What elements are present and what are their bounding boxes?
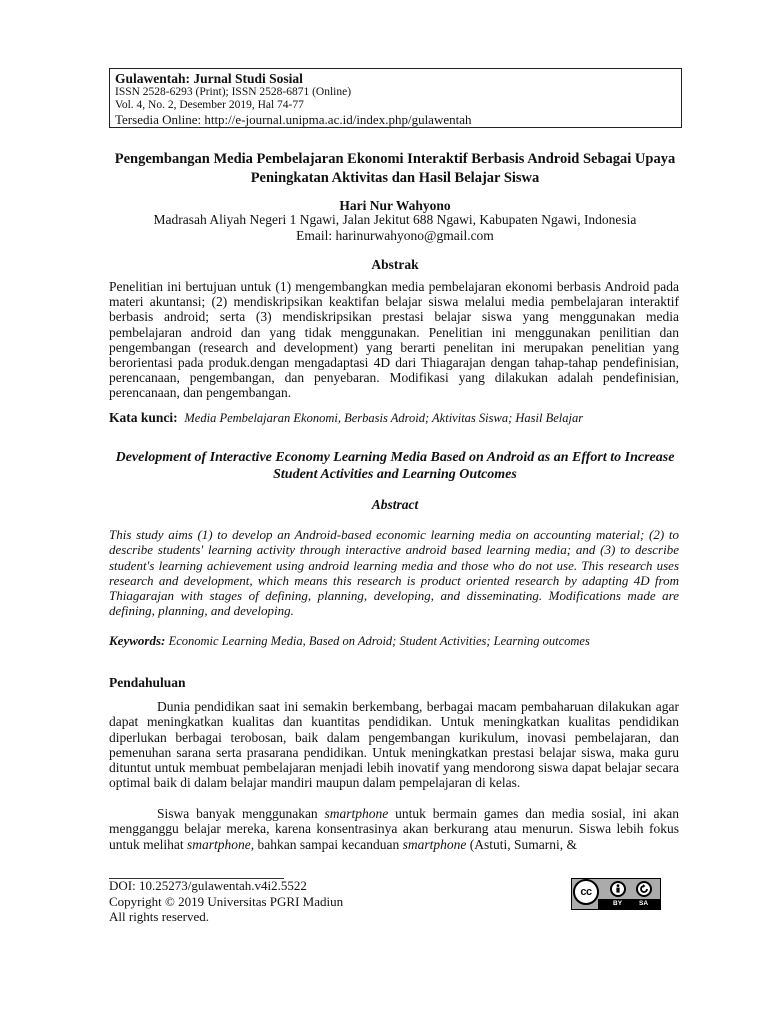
license-by-label: BY (613, 900, 623, 907)
abstrak-text: Penelitian ini bertujuan untuk (1) mengembangkan media pembelajaran ekonomi berbasis Android pada materi akuntansi; (2) mendiskripsikan keaktifan belajar siswa melalui media pembelajaran interaktif berbasis android; serta (3) mendiskripsikan prestasi belajar siswa yang menggunakan media pembelajaran android dan yang tidak menggunakan. Penelitian ini menggunakan penilitian dan pengembangan (research and development) yang berarti penelitan ini merupakan penelitian yang berorientasi pada produk.dengan mengadaptasi 4D dari Thiagarajan dengan tahap-tahap pendefinisian, perencanaan, pengembangan, dan penyebaran. Modifikasi yang dilakukan adalah pendefinisian, perencanaan, dan pengembangan. (109, 279, 679, 401)
abstract-heading: Abstract (371, 497, 419, 512)
section-heading-pendahuluan: Pendahuluan (109, 675, 186, 690)
cc-icon: cc (573, 879, 599, 905)
p2-text-e: , bahkan sampai kecanduan (250, 836, 403, 852)
journal-online-link: Tersedia Online: http://e-journal.unipma.ac.id/index.php/gulawentah (115, 112, 472, 127)
p2-text-g: (Astuti, Sumarni, & (466, 836, 577, 852)
cc-by-sa-icon (571, 878, 661, 910)
kata-kunci (109, 410, 689, 426)
p2-text-c: untuk bermain games dan media sosial, ini akan mengganggu belajar mereka, karena konsentrasinya akan berkurang atau menurun. Siswa lebih fokus untuk melihat (109, 806, 679, 852)
kata-kunci-label: Kata kunci: (109, 410, 178, 425)
license-strip (598, 899, 660, 909)
footer-doi: DOI: 10.25273/gulawentah.v4i2.5522 (109, 878, 307, 893)
footer-rights: All rights reserved. (109, 909, 210, 924)
intro-paragraph-1: Dunia pendidikan saat ini semakin berkembang, berbagai macam pembaharuan dilakukan agar dapat meningkatkan kualitas dan kuantitas pendidikan. Untuk meningkatkan kualitas pendidikan diperlukan berbagai terobosan, baik dalam pengembangan kurikulum, inovasi pembelajaran, dan pemenuhan sarana serta prasarana pendidikan. Untuk meningkatkan prestasi belajar siswa, maka guru dituntut untuk membuat pembelajaran menjadi lebih inovatif yang mendorong siswa dapat belajar secara optimal baik di dalam belajar mandiri maupun dalam pempelajaran di kelas. (109, 699, 679, 791)
keywords-values: Economic Learning Media, Based on Adroid; Student Activities; Learning outcomes (168, 634, 590, 648)
keywords-label: Keywords: (109, 633, 166, 648)
author-name: Hari Nur Wahyono (339, 198, 451, 213)
footer (109, 878, 343, 925)
journal-volume: Vol. 4, No. 2, Desember 2019, Hal 74-77 (115, 99, 304, 111)
p2-text-a: Siswa banyak menggunakan (157, 806, 325, 821)
journal-name: Gulawentah: Jurnal Studi Sosial (115, 71, 303, 86)
journal-header-box (109, 68, 682, 128)
paper-title: Pengembangan Media Pembelajaran Ekonomi Interaktif Berbasis Android Sebagai Upaya Peningkatan Aktivitas dan Hasil Belajar Siswa (114, 151, 676, 186)
p2-smartphone-3: smartphone (402, 836, 467, 852)
p2-smartphone-1: smartphone (324, 806, 389, 821)
keywords (109, 633, 689, 649)
journal-issn: ISSN 2528-6293 (Print); ISSN 2528-6871 (Online) (115, 86, 352, 98)
license-sa-label: SA (639, 900, 649, 907)
author-email: Email: harinurwahyono@gmail.com (296, 228, 494, 243)
author-affiliation: Madrasah Aliyah Negeri 1 Ngawi, Jalan Jekitut 688 Ngawi, Kabupaten Ngawi, Indonesia (153, 212, 637, 227)
footer-copyright: Copyright © 2019 Universitas PGRI Madiun (109, 893, 344, 909)
share-alike-icon (636, 881, 652, 897)
kata-kunci-values: Media Pembelajaran Ekonomi, Berbasis Adroid; Aktivitas Siswa; Hasil Belajar (184, 411, 584, 425)
english-title: Development of Interactive Economy Learning Media Based on Android as an Effort to Increase Student Activities and Learning Outcomes (115, 450, 675, 482)
abstract-text: This study aims (1) to develop an Android-based economic learning media on accounting material; (2) to describe students' learning activity through interactive android based learning media; and (3) to describe student's learning achievement using android learning media and those who do not use. This research uses research and development, which means this research is product oriented research by adapting 4D from Thiagarajan with stages of defining, planning, developing, and disseminating. Modifications made are defining, planning, and developing. (109, 527, 679, 619)
abstrak-heading: Abstrak (371, 257, 419, 272)
p2-smartphone-2: smartphone (187, 836, 251, 852)
attribution-icon (610, 881, 626, 897)
intro-paragraph-2 (109, 806, 679, 852)
